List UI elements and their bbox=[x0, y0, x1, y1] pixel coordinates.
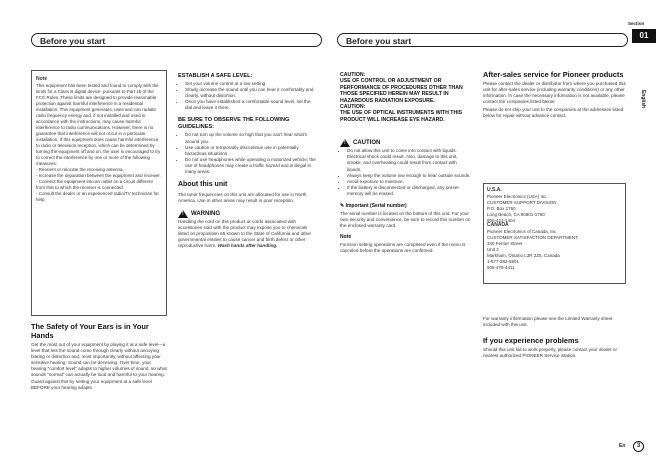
after-sales-text: Please contact the dealer or distributor from where you purchased this unit for after-sales service (including warranty conditions) or any other information. In case the necessary information is not available, please contact the companies listed below: bbox=[483, 81, 626, 105]
safety-ears-text: Get the most out of your equipment by playing it at a safe level—a level that lets the sound come through clearly without annoying blaring or distortion and, most importantly, without affecting your sensitive hearing. Sound can be deceiving. Over time, your hearing "comfort level" adapts to higher volumes of sound, so what sounds "normal" can actually be loud and harmful to your hearing. Guard against this by setting your equipment at a safe level BEFORE your hearing adapts. bbox=[31, 342, 167, 390]
caution-icon bbox=[340, 139, 350, 147]
list-item: • Do not allow this unit to come into contact with liquids. Electrical shock could result. Also, damage to this unit, smoke, and overheating could result from contact with liquids. bbox=[347, 148, 472, 172]
measure-3: - Connect the equipment into an outlet on a circuit different from that to which the receiver is connected. bbox=[36, 179, 153, 190]
caution-caps-line-2: USE OF CONTROL OR ADJUSTMENT OR PERFORMANCE OF PROCEDURES OTHER THAN THOSE SPECIFIED HEREIN MAY RESULT IN HAZARDOUS RADIATION EXPOSURE. bbox=[340, 78, 463, 104]
usa-line: CUSTOMER SUPPORT DIVISION bbox=[487, 199, 557, 205]
list-item: • Set your volume control at a low setting. bbox=[185, 81, 316, 87]
canada-line: 340 Ferrier Street bbox=[487, 241, 523, 247]
left-header-title: Before you start bbox=[40, 36, 106, 46]
note-text: This equipment has been tested and found to comply with the limits for a Class B digital device, pursuant to Part 15 of the FCC Rules. These limits are designed to provide reasonable protection against harmful interference in a residential installation. This equipment generates, uses and can radiate radio frequency energy and, if not installed and used in accordance with the instructions, may cause harmful interference to radio communications. However, there is no guarantee that interference will not occur in a particular installation. If this equipment does cause harmful interference to radio or television reception, which can be determined by turning the equipment off and on, the user is encouraged to try to correct the interference by one or more of the following measures: bbox=[36, 83, 161, 166]
column-4-lower bbox=[483, 316, 626, 361]
warning-icon bbox=[178, 210, 188, 218]
after-sales-text-2: Please do not ship your unit to the companies at the addresses listed below for repair without advance contact. bbox=[483, 107, 624, 119]
fcc-note-box bbox=[31, 70, 167, 316]
warning-text bbox=[178, 219, 316, 249]
column-3 bbox=[340, 72, 472, 256]
column-4 bbox=[483, 70, 626, 122]
note2-label: Note bbox=[340, 234, 352, 241]
usa-line: 800-421-1404 bbox=[487, 217, 516, 223]
canada-line: Markham, Ontario L3R 2Z5, Canada bbox=[487, 252, 560, 258]
right-header bbox=[337, 33, 628, 47]
address-box bbox=[483, 183, 626, 284]
problems-text: Should this unit fail to work properly, please contact your dealer or nearest authorized PIONEER Service Station. bbox=[483, 347, 617, 359]
caution-caps-line-1: CAUTION: bbox=[340, 72, 366, 78]
warning-body: Handling the cord on this product or cords associated with accessories sold with the product may expose you to chemicals listed on proposition 65 known to the State of California and other governmental entities to cause cancer and birth defect or other reproductive harm. bbox=[178, 218, 312, 249]
left-header bbox=[31, 33, 322, 47]
safe-level-list bbox=[178, 81, 316, 111]
list-item: • Avoid exposure to moisture. bbox=[347, 179, 472, 185]
usa-line: P.O. Box 1760 bbox=[487, 205, 516, 211]
measure-1: - Reorient or relocate the receiving antenna. bbox=[36, 167, 124, 172]
canada-line: 905-479-4411 bbox=[487, 264, 515, 270]
guidelines-list bbox=[178, 132, 316, 175]
important-text: The serial number is located on the bottom of this unit. For your own security and convenience, be sure to record this number on the enclosed warranty card. bbox=[340, 211, 471, 229]
safe-level-heading: ESTABLISH A SAFE LEVEL: bbox=[178, 73, 253, 79]
problems-heading: If you experience problems bbox=[483, 336, 579, 346]
list-item: • Once you have established a comfortable sound level, set the dial and leave it there. bbox=[185, 99, 316, 111]
safety-ears-heading: The Safety of Your Ears is in Your Hands bbox=[31, 322, 149, 340]
usa-label: U.S.A. bbox=[487, 187, 502, 193]
guidelines-heading: BE SURE TO OBSERVE THE FOLLOWING GUIDELINES: bbox=[178, 117, 290, 131]
language-tab bbox=[637, 84, 649, 114]
caution-label-row bbox=[340, 139, 472, 147]
list-item: • Do not use headphones while operating a motorized vehicle; the use of headphones may create a traffic hazard and is illegal in many areas. bbox=[185, 157, 316, 175]
important-label: Important (Serial number) bbox=[345, 203, 407, 209]
canada-line: Unit 2 bbox=[487, 247, 499, 253]
caution-caps-line-4: THE USE OF OPTICAL INSTRUMENTS WITH THIS PRODUCT WILL INCREASE EYE HAZARD. bbox=[340, 110, 463, 123]
column-1-lower bbox=[31, 318, 167, 393]
note2-text: Function setting operations are completed even if the menu is canceled before the operations are confirmed. bbox=[340, 242, 466, 254]
note-title: Note bbox=[36, 76, 48, 82]
list-item: • Use caution or temporarily discontinue use in potentially hazardous situations. bbox=[185, 145, 316, 157]
warning-emphasis: Wash hands after handling. bbox=[217, 243, 278, 249]
canada-line: CUSTOMER SATISFACTION DEPARTMENT bbox=[487, 235, 578, 241]
caution-caps-block bbox=[340, 72, 472, 123]
important-heading bbox=[340, 203, 472, 210]
section-label: Section bbox=[628, 21, 645, 26]
caution-caps-line-3: CAUTION: bbox=[340, 104, 366, 111]
usa-line: Pioneer Electronics (USA) Inc. bbox=[487, 193, 548, 199]
list-item: • Always keep the volume low enough to hear outside sounds. bbox=[347, 173, 472, 179]
warning-label: WARNING bbox=[191, 210, 220, 217]
usa-line: Long Beach, CA 90801-1760 bbox=[487, 211, 545, 217]
caution-label: CAUTION bbox=[353, 140, 381, 147]
footer-lang: En bbox=[619, 443, 626, 449]
caution-list bbox=[340, 148, 472, 197]
page-number: 3 bbox=[633, 441, 644, 452]
section-number: 01 bbox=[632, 29, 656, 43]
about-heading: About this unit bbox=[178, 181, 228, 189]
measure-4: - Consult the dealer or an experienced radio/TV technician for help. bbox=[36, 191, 159, 202]
list-item: • Do not turn up the volume so high that you can't hear what's around you. bbox=[185, 132, 316, 144]
canada-label: CANADA bbox=[487, 222, 509, 229]
right-header-title: Before you start bbox=[346, 36, 412, 46]
after-sales-heading: After-sales service for Pioneer products bbox=[483, 70, 624, 79]
measure-2: - Increase the separation between the equipment and receiver. bbox=[36, 173, 161, 178]
canada-line: 1-877-283-5901 bbox=[487, 258, 520, 264]
language-tab-label: English bbox=[640, 89, 646, 109]
list-item: • If the battery is disconnected or discharged, any preset memory will be erased. bbox=[347, 185, 472, 197]
column-2 bbox=[178, 70, 316, 251]
warranty-text: For warranty information please see the Limited Warranty sheet included with this unit. bbox=[483, 316, 613, 328]
about-text: The tuner frequencies on this unit are allocated for use in North America. Use in other areas may result in poor reception. bbox=[178, 191, 307, 203]
canada-line: Pioneer Electronics of Canada, Inc. bbox=[487, 229, 558, 235]
list-item: • Slowly increase the sound until you can hear it comfortably and clearly, without distortion. bbox=[185, 87, 316, 99]
pencil-icon: ✎ bbox=[340, 203, 345, 209]
warning-label-row bbox=[178, 210, 316, 218]
